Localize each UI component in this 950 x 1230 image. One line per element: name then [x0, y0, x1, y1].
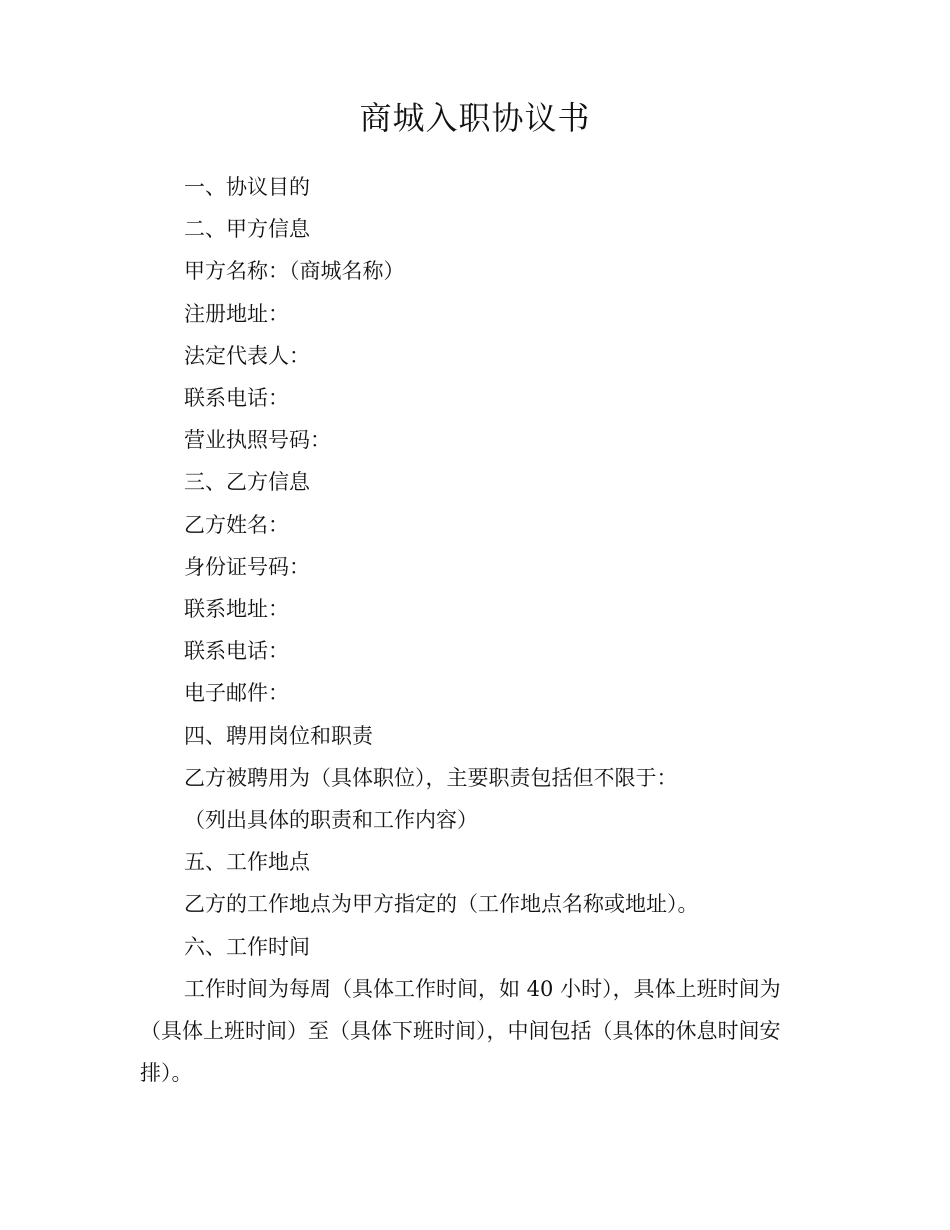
party-b-email-field: 电子邮件： [184, 681, 289, 706]
party-a-phone-field: 联系电话： [184, 386, 289, 411]
duties-placeholder: （列出具体的职责和工作内容） [184, 808, 478, 833]
section-heading-workplace: 五、工作地点 [184, 850, 310, 875]
party-a-license-field: 营业执照号码： [184, 428, 331, 453]
party-a-address-field: 注册地址： [184, 301, 289, 326]
section-heading-position: 四、聘用岗位和职责 [184, 723, 373, 748]
party-b-phone-field: 联系电话： [184, 639, 289, 664]
document-title: 商城入职协议书 [359, 99, 591, 137]
section-heading-party-a: 二、甲方信息 [184, 217, 310, 242]
party-a-name-field: 甲方名称：（商城名称） [184, 259, 405, 284]
party-b-address-field: 联系地址： [184, 597, 289, 622]
party-b-name-field: 乙方姓名： [184, 512, 289, 537]
workplace-description: 乙方的工作地点为甲方指定的（工作地点名称或地址）。 [184, 892, 699, 917]
position-description: 乙方被聘用为（具体职位），主要职责包括但不限于： [184, 765, 678, 790]
party-a-representative-field: 法定代表人： [184, 343, 310, 368]
working-hours-paragraph: 工作时间为每周（具体工作时间，如 40 小时），具体上班时间为（具体上班时间）至（具体下班时间），中间包括（具体的休息时间安排）。 [140, 976, 781, 1086]
section-heading-purpose: 一、协议目的 [184, 175, 310, 199]
document-body [140, 166, 810, 1094]
party-b-id-field: 身份证号码： [184, 554, 310, 579]
section-heading-party-b: 三、乙方信息 [184, 470, 310, 495]
section-heading-working-hours: 六、工作时间 [184, 934, 310, 959]
